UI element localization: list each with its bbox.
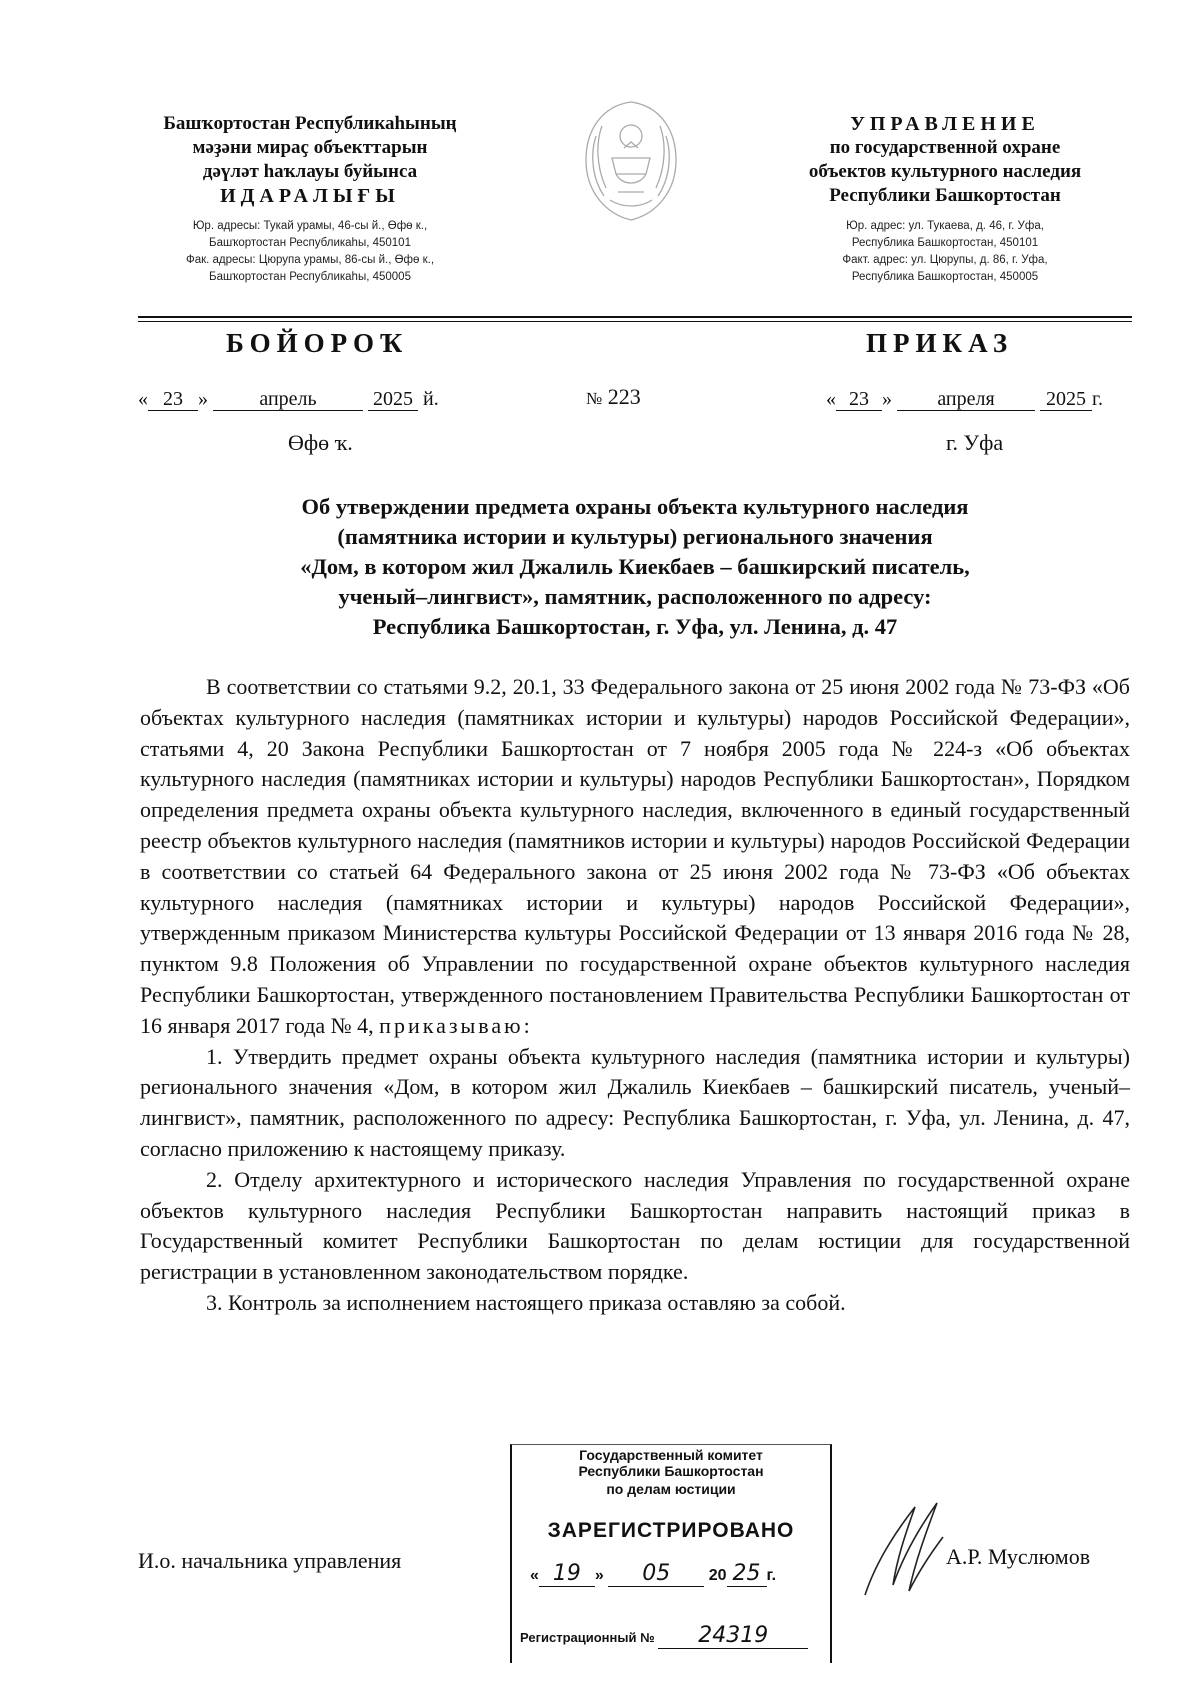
preamble-paragraph (140, 672, 1130, 1042)
address-line: Республика Башкортостан, 450101 (851, 237, 1039, 249)
quote-open: « (138, 388, 148, 410)
address-line: Юр. адресы: Тукай урамы, 46-сы й., Өфө к., (192, 220, 428, 232)
stamp-month: 05 (608, 1561, 704, 1587)
document-body (140, 672, 1130, 1319)
org-line: мәҙәни мираҫ объекттарын (192, 137, 428, 158)
date-year-prefix: 20 (373, 388, 393, 410)
preamble-text: В соответствии со статьями 9.2, 20.1, 33 Федерального закона от 25 июня 2002 года № 73-ФЗ «Об объектах культурного наследия (памятниках истории и культуры) народов Российской Федерации», статьями 4, 20 Закона Республики Башкортостан от 7 ноября 2005 года № 224-з «Об объектах культурного наследия (памятниках истории и культуры) народов Республики Башкортостан», Порядком определения предмета охраны объекта культурного наследия, включенного в единый государственный реестр объектов культурного наследия (памятников истории и культуры) народов Российской Федерации в соответствии со статьей 64 Федерального закона от 25 июня 2002 года № 73-ФЗ «Об объектах культурного наследия (памятниках истории и культуры) народов Российской Федерации», утвержденным приказом Министерства культуры Российской Федерации от 13 января 2016 года № 28, пунктом 9.8 Положения об Управлении по государственной охране объектов культурного наследия Республики Башкортостан, утвержденного постановлением Правительства Республики Башкортостан от 16 января 2017 года № 4, (140, 674, 1130, 1038)
header-divider-thick (138, 316, 1132, 318)
title-line: Республика Башкортостан, г. Уфа, ул. Ленина, д. 47 (372, 614, 898, 639)
quote-close: » (594, 1567, 604, 1584)
address-line: Башҡортостан Республикаһы, 450101 (209, 237, 411, 249)
bashkortostan-emblem-icon (572, 96, 690, 224)
stamp-year-prefix: 20 (708, 1567, 727, 1584)
org-line: дәүләт һаҡлауы буйынса (202, 161, 418, 182)
title-line: ученый–лингвист», памятник, расположенного по адресу: (338, 584, 932, 609)
header-right-russian (760, 112, 1130, 286)
address-block-right (760, 218, 1130, 286)
address-line: Республика Башкортостан, 450005 (851, 271, 1039, 283)
reg-label: Регистрационный № (520, 1630, 655, 1645)
quote-open: « (530, 1567, 539, 1584)
order-item: 2. Отделу архитектурного и исторического наследия Управления по государственной охране объектов культурного наследия Республики Башкортостан направить настоящий приказ в Государственный комитет Республики Башкортостан по делам юстиции для государственной регистрации в установленном законодательством порядке. (140, 1166, 1130, 1285)
org-line: Башҡортостан Республикаһының (163, 113, 457, 134)
header-divider-thin (138, 321, 1132, 322)
order-verb: приказываю: (379, 1012, 533, 1038)
date-day: 23 (148, 388, 198, 411)
date-day: 23 (836, 388, 882, 411)
quote-close: » (198, 388, 208, 410)
stamp-year-suffix: г. (766, 1567, 777, 1584)
org-line: объектов культурного наследия (808, 161, 1082, 182)
handwritten-signature-icon (845, 1495, 955, 1605)
title-line: Об утверждении предмета охраны объекта культурного наследия (301, 494, 969, 519)
quote-open: « (826, 388, 836, 410)
signatory-position: И.о. начальника управления (138, 1548, 402, 1573)
date-year: 25 (393, 388, 413, 410)
registration-stamp (510, 1444, 832, 1663)
stamp-registration (520, 1623, 808, 1649)
stamp-org (512, 1447, 830, 1479)
order-date-russian (826, 388, 1103, 411)
stamp-year: 25 (727, 1561, 767, 1587)
stamp-org-line: Республики Башкортостан (578, 1463, 764, 1479)
city-bashkir: Өфө ҡ. (288, 430, 353, 455)
signatory-name: А.Р. Муслюмов (946, 1544, 1091, 1569)
date-year-prefix: 20 (1046, 388, 1066, 410)
org-line: по государственной охране (829, 137, 1061, 158)
org-line: Республики Башкортостан (829, 185, 1061, 206)
stamp-day: 19 (539, 1561, 595, 1587)
address-line: Башҡортостан Республикаһы, 450005 (209, 271, 411, 283)
number-sign: № (586, 389, 603, 408)
title-line: «Дом, в котором жил Джалиль Киекбаев – башкирский писатель, (300, 554, 970, 579)
city-russian: г. Уфа (946, 430, 1004, 455)
address-line: Фак. адресы: Цюрупа урамы, 86-сы й., Өфө к., (185, 254, 435, 266)
org-line-caps: ИДАРАЛЫҒЫ (220, 185, 400, 207)
stamp-status: ЗАРЕГИСТРИРОВАНО (547, 1519, 795, 1542)
quote-close: » (882, 388, 892, 410)
reg-number: 24319 (658, 1623, 808, 1649)
org-line-caps: УПРАВЛЕНИЕ (850, 113, 1040, 135)
order-date-bashkir (138, 388, 439, 411)
date-suffix: г. (1092, 388, 1103, 410)
order-item: 3. Контроль за исполнением настоящего приказа оставляю за собой. (206, 1289, 846, 1315)
order-item: 1. Утвердить предмет охраны объекта культурного наследия (памятника истории и культуры) регионального значения «Дом, в котором жил Джалиль Киекбаев – башкирский писатель, ученый–лингвист», памятник, расположенного по адресу: Республика Башкортостан, г. Уфа, ул. Ленина, д. 47, согласно приложению к настоящему приказу. (140, 1043, 1130, 1161)
order-word-bashkir: БОЙОРОҠ (226, 328, 409, 358)
stamp-org-line: Государственный комитет (579, 1447, 763, 1463)
order-number (586, 384, 641, 410)
title-line: (памятника истории и культуры) регионального значения (337, 524, 933, 549)
date-month: апреля (897, 388, 1035, 411)
number-value: 223 (607, 384, 641, 409)
address-line: Юр. адрес: ул. Тукаева, д. 46, г. Уфа, (846, 220, 1044, 232)
address-block-left (120, 218, 500, 286)
stamp-date (530, 1561, 776, 1587)
stamp-dept: по делам юстиции (606, 1481, 736, 1497)
address-line: Факт. адрес: ул. Цюрупы, д. 86, г. Уфа, (842, 254, 1048, 266)
date-year: 25 (1066, 388, 1086, 410)
document-title (140, 492, 1130, 642)
header-left-bashkir (120, 112, 500, 286)
order-word-russian: ПРИКАЗ (866, 328, 1014, 358)
date-month: апрель (213, 388, 363, 411)
date-suffix: й. (423, 388, 439, 410)
